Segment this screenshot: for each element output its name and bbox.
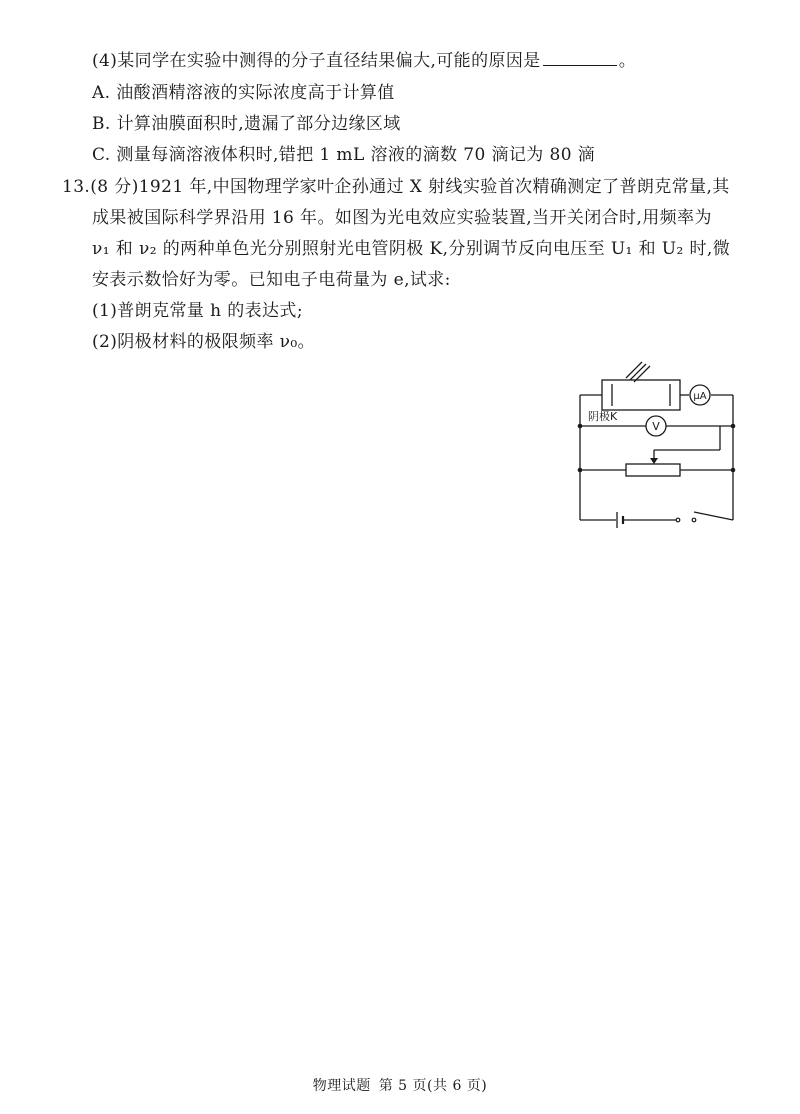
option-c: C. 测量每滴溶液体积时,错把 1 mL 溶液的滴数 70 滴记为 80 滴 [92, 145, 596, 165]
option-b: B. 计算油膜面积时,遗漏了部分边缘区域 [92, 114, 401, 134]
q13-line-4: 安表示数恰好为零。已知电子电荷量为 e,试求: [92, 270, 451, 290]
switch-contact [692, 518, 696, 522]
phototube [602, 380, 680, 410]
q12-part4-end: 。 [618, 51, 637, 71]
footer-subject: 物理试题 [312, 1078, 371, 1094]
junction-dot [578, 468, 583, 473]
voltmeter-label: V [652, 420, 660, 433]
q13-line-2: 成果被国际科学界沿用 16 年。如图为光电效应实验装置,当开关闭合时,用频率为 [92, 208, 712, 228]
page-footer [0, 1077, 800, 1095]
q12-part4 [92, 50, 636, 72]
junction-dot [731, 424, 736, 429]
junction-dot [731, 468, 736, 473]
slider-arrow-icon [650, 458, 658, 464]
junction-dot [578, 424, 583, 429]
microammeter-label: μA [693, 391, 707, 402]
q13-sub-1: (1)普朗克常量 h 的表达式; [92, 301, 303, 321]
footer-page-number: 第 5 页(共 6 页) [378, 1078, 488, 1094]
rheostat [626, 464, 680, 476]
switch-contact [676, 518, 680, 522]
answer-blank [543, 50, 617, 66]
q12-part4-text: (4)某同学在实验中测得的分子直径结果偏大,可能的原因是 [92, 51, 541, 71]
q13-line-3: ν₁ 和 ν₂ 的两种单色光分别照射光电管阴极 K,分别调节反向电压至 U₁ 和 U₂ 时,微 [92, 239, 731, 259]
option-a: A. 油酸酒精溶液的实际浓度高于计算值 [92, 83, 395, 103]
photoelectric-circuit-diagram [570, 360, 750, 530]
q13-line-1: 13.(8 分)1921 年,中国物理学家叶企孙通过 X 射线实验首次精确测定了普朗克常量,其 [62, 177, 730, 197]
q13-sub-2: (2)阴极材料的极限频率 ν₀。 [92, 332, 316, 352]
cathode-label: 阴极K [588, 410, 618, 423]
